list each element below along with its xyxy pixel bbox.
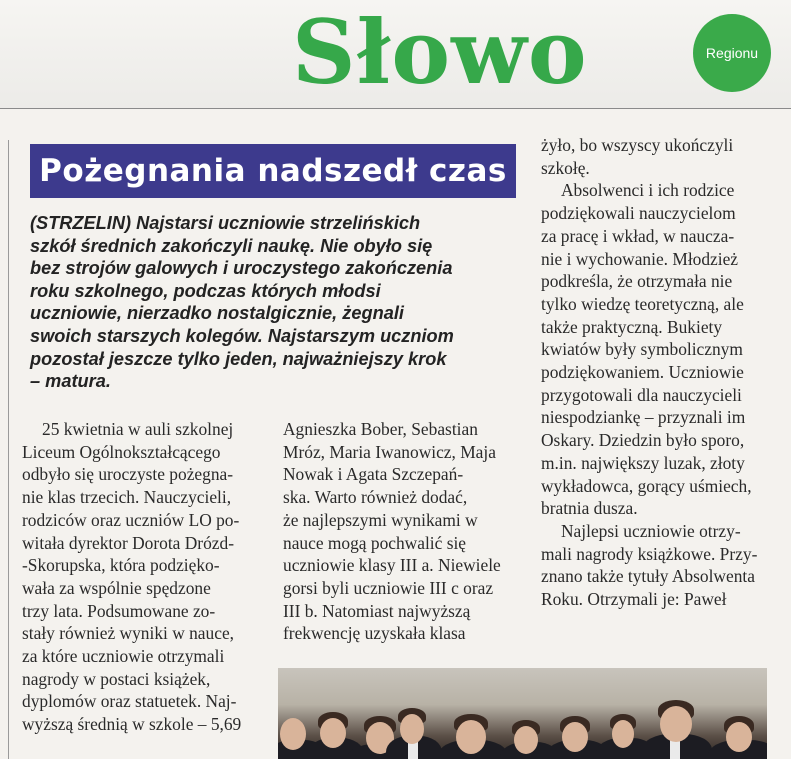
body-line: rodziców oraz uczniów LO po-: [22, 509, 240, 530]
body-line: wała za wspólnie spędzone: [22, 577, 211, 598]
body-line: m.in. największy luzak, złoty: [541, 452, 745, 473]
newspaper-title: Słowo: [292, 0, 588, 104]
masthead-divider: [0, 108, 791, 109]
body-line: mali nagrody książkowe. Przy-: [541, 543, 758, 564]
body-line: za które uczniowie otrzymali: [22, 646, 225, 667]
body-line: wyższą średnią w szkole – 5,69: [22, 714, 242, 735]
body-line: wykładowca, gorący uśmiech,: [541, 475, 752, 496]
lead-line: pozostał jeszcze tylko jeden, najważniejszy krok: [30, 348, 447, 369]
body-line: trzy lata. Podsumowane zo-: [22, 600, 216, 621]
body-line: -Skorupska, która podzięko-: [22, 555, 220, 576]
lead-line: (STRZELIN) Najstarsi uczniowie strzelińskich: [30, 213, 421, 233]
body-line: nie i wychowanie. Młodzież: [541, 248, 739, 269]
body-line: III b. Natomiast najwyższą: [283, 600, 471, 621]
masthead: [0, 0, 791, 108]
headline-box: [30, 144, 516, 198]
body-line: podziękowaniem. Uczniowie: [541, 362, 744, 383]
body-line: Najlepsi uczniowie otrzy-: [561, 520, 741, 541]
body-line: podziękowali nauczycielom: [541, 203, 736, 224]
article-column-1: [22, 418, 272, 736]
body-line: Mróz, Maria Iwanowicz, Maja: [283, 441, 496, 462]
article-column-3: [541, 134, 781, 611]
body-line: 25 kwietnia w auli szkolnej: [42, 419, 234, 439]
column-divider: [8, 140, 9, 759]
body-line: frekwencję uzyskała klasa: [283, 623, 466, 644]
body-line: nauce mogą pochwalić się: [283, 532, 467, 553]
body-line: znano także tytuły Absolwenta: [541, 566, 755, 587]
lead-line: swoich starszych kolegów. Najstarszym uczniom: [30, 325, 454, 346]
body-line: Nowak i Agata Szczepań-: [283, 464, 464, 485]
body-line: odbyło się uroczyste pożegna-: [22, 464, 234, 485]
article-lead: [30, 212, 520, 393]
body-line: Agnieszka Bober, Sebastian: [283, 419, 478, 439]
body-line: żyło, bo wszyscy ukończyli: [541, 135, 734, 155]
lead-line: uczniowie, nierzadko nostalgicznie, żegnali: [30, 303, 404, 324]
body-line: nie klas trzecich. Nauczycieli,: [22, 487, 232, 508]
body-line: ska. Warto również dodać,: [283, 487, 468, 508]
lead-line: roku szkolnego, podczas których młodsi: [30, 280, 381, 301]
body-line: że najlepszymi wynikami w: [283, 509, 478, 530]
body-line: stały również wyniki w nauce,: [22, 623, 235, 644]
body-line: Liceum Ogólnokształcącego: [22, 441, 221, 462]
body-line: kwiatów były symbolicznym: [541, 339, 743, 360]
body-line: tylko wiedzę teoretyczną, ale: [541, 293, 744, 314]
body-line: za pracę i wkład, w naucza-: [541, 225, 735, 246]
body-line: szkołę.: [541, 157, 590, 178]
body-line: Oskary. Dziedzin było sporo,: [541, 430, 745, 451]
article-photo: [278, 668, 767, 759]
lead-line: bez strojów galowych i uroczystego zakończenia: [30, 258, 453, 279]
body-line: Roku. Otrzymali je: Paweł: [541, 589, 727, 610]
article-headline: Pożegnania nadszedł czas: [39, 153, 507, 189]
body-line: nagrody w postaci książek,: [22, 668, 211, 689]
body-line: przygotowali dla nauczycieli: [541, 384, 742, 405]
body-line: witała dyrektor Dorota Drózd-: [22, 532, 234, 553]
region-badge: Regionu: [693, 14, 771, 92]
body-line: także praktyczną. Bukiety: [541, 316, 723, 337]
lead-line: szkół średnich zakończyli naukę. Nie obyło się: [30, 235, 433, 256]
body-line: dyplomów oraz statuetek. Naj-: [22, 691, 237, 712]
body-line: bratnia dusza.: [541, 498, 638, 519]
body-line: niespodziankę – przyznali im: [541, 407, 746, 428]
body-line: Absolwenci i ich rodzice: [561, 180, 735, 201]
article-column-2: [283, 418, 509, 645]
lead-line: – matura.: [30, 371, 111, 392]
body-line: gorsi byli uczniowie III c oraz: [283, 577, 494, 598]
body-line: uczniowie klasy III a. Niewiele: [283, 555, 501, 576]
body-line: podkreśla, że otrzymała nie: [541, 271, 733, 292]
